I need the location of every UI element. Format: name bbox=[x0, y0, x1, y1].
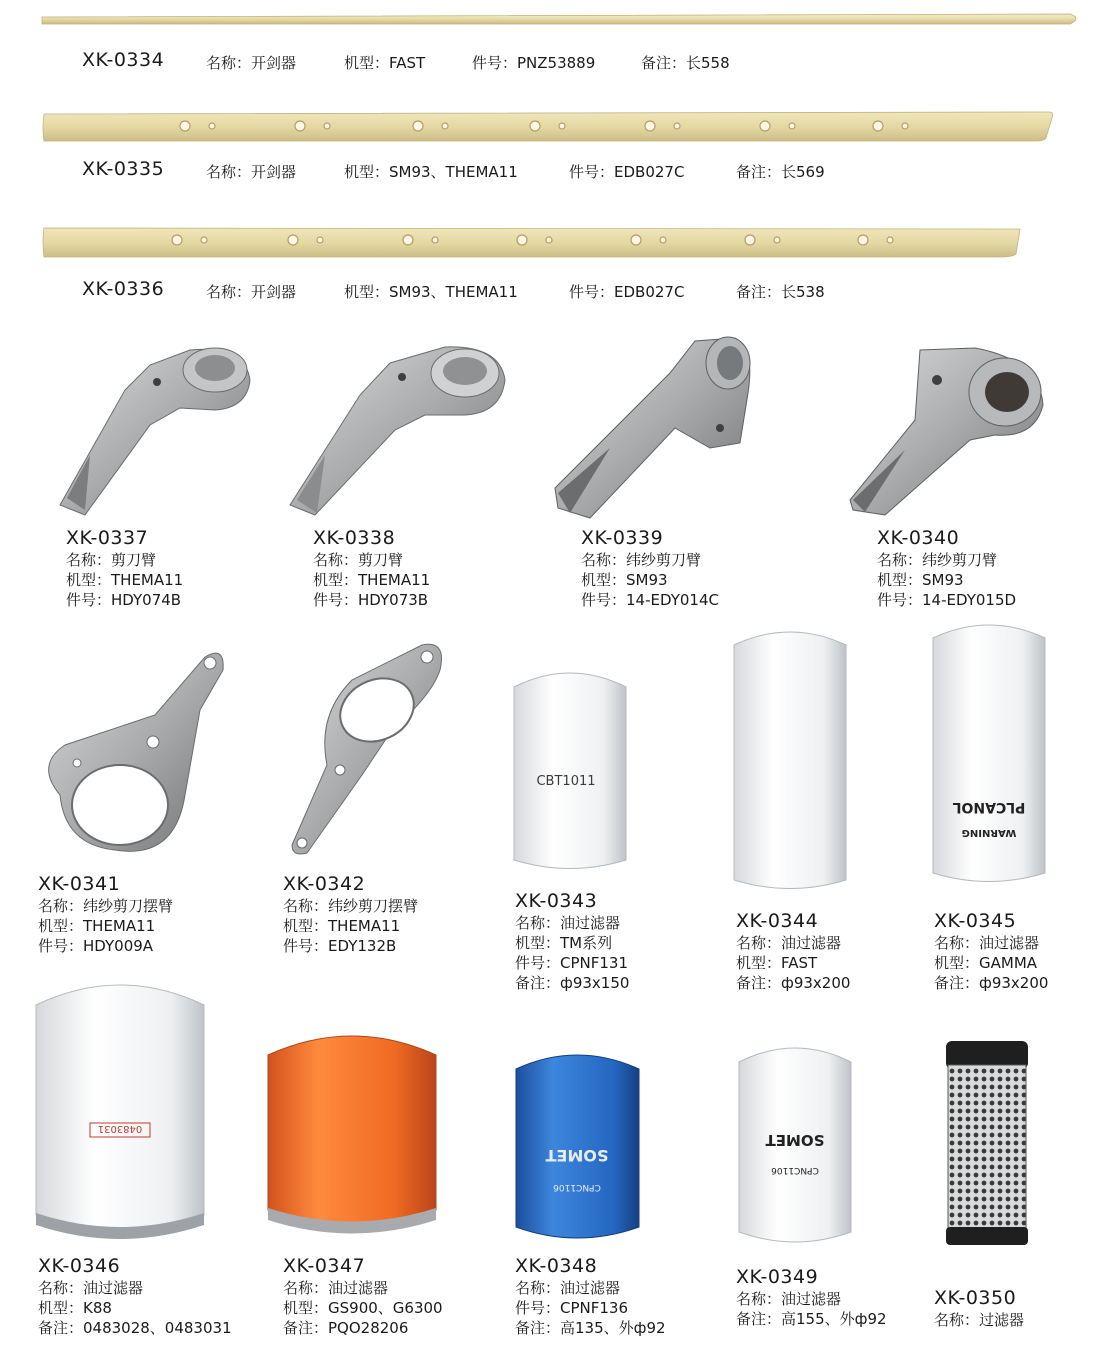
item-note: 备注：高155、外ф92 bbox=[736, 1310, 887, 1328]
item-code: XK-0340 bbox=[877, 527, 960, 549]
item-model: 机型：SM93 bbox=[581, 571, 668, 589]
item-note: 备注：0483028、0483031 bbox=[38, 1319, 232, 1337]
item-code: XK-0338 bbox=[313, 527, 396, 549]
item-name: 名称：剪刀臂 bbox=[66, 551, 157, 569]
brand-text: SOMET bbox=[765, 1131, 825, 1149]
arm-photo-0339 bbox=[550, 333, 755, 523]
brand-text: SOMET bbox=[545, 1146, 609, 1165]
item-note: 备注：长538 bbox=[736, 283, 825, 301]
item-model: 机型：TM系列 bbox=[515, 934, 613, 952]
warning-text: WARNING bbox=[961, 827, 1017, 838]
item-model: 机型：FAST bbox=[344, 54, 426, 72]
item-part: 件号：PNZ53889 bbox=[472, 54, 596, 72]
item-code: XK-0342 bbox=[283, 873, 366, 895]
item-note: 备注：ф93x200 bbox=[934, 974, 1049, 992]
rod-photo-0335 bbox=[40, 108, 1055, 146]
item-model: 机型：FAST bbox=[736, 954, 818, 972]
item-code: XK-0336 bbox=[82, 278, 165, 300]
filter-item-0345 bbox=[934, 910, 1048, 993]
filter-item-0349 bbox=[736, 1266, 887, 1329]
item-note: 备注：ф93x150 bbox=[515, 974, 630, 992]
filter-label-text: CBT1011 bbox=[536, 774, 596, 789]
part-number-text: 0483031 bbox=[97, 1123, 143, 1134]
item-code: XK-0344 bbox=[736, 910, 819, 932]
filter-photo-0348 bbox=[510, 1045, 645, 1245]
item-code: XK-0334 bbox=[82, 49, 165, 71]
item-code: XK-0337 bbox=[66, 527, 149, 549]
item-name: 名称：油过滤器 bbox=[283, 1279, 389, 1297]
item-note: 备注：PQO28206 bbox=[283, 1319, 409, 1337]
arm-item-0338 bbox=[313, 527, 430, 610]
item-name: 名称：纬纱剪刀臂 bbox=[581, 551, 702, 569]
brand-text: PLCANOL bbox=[952, 799, 1026, 815]
item-code: XK-0348 bbox=[515, 1255, 598, 1277]
filter-item-0344 bbox=[736, 910, 850, 993]
filter-item-0346 bbox=[38, 1255, 232, 1338]
swing-arm-item-0342 bbox=[283, 873, 418, 956]
item-part: 件号：EDY132B bbox=[283, 937, 397, 955]
item-name: 名称：开剑器 bbox=[206, 54, 297, 72]
filter-item-0347 bbox=[283, 1255, 443, 1338]
item-code: XK-0339 bbox=[581, 527, 664, 549]
model-text: CPNC1106 bbox=[553, 1182, 601, 1192]
item-note: 备注：长569 bbox=[736, 163, 825, 181]
swing-arm-photo-0342 bbox=[282, 635, 447, 860]
item-model: 机型：THEMA11 bbox=[38, 917, 156, 935]
item-code: XK-0341 bbox=[38, 873, 121, 895]
item-name: 名称：纬纱剪刀臂 bbox=[877, 551, 998, 569]
filter-item-0350 bbox=[934, 1287, 1024, 1330]
item-part: 件号：HDY073B bbox=[313, 591, 429, 609]
rod-photo-0336 bbox=[40, 224, 1025, 262]
item-model: 机型：THEMA11 bbox=[283, 917, 401, 935]
item-part: 件号：CPNF131 bbox=[515, 954, 628, 972]
filter-photo-0345 bbox=[927, 618, 1052, 890]
item-part: 件号：14-EDY014C bbox=[581, 591, 719, 609]
item-model: 机型：GS900、G6300 bbox=[283, 1299, 443, 1317]
filter-photo-0344 bbox=[728, 625, 853, 895]
item-model: 机型：SM93、THEMA11 bbox=[344, 163, 518, 181]
item-part: 件号：EDB027C bbox=[569, 163, 685, 181]
item-code: XK-0349 bbox=[736, 1266, 819, 1288]
arm-item-0339 bbox=[581, 527, 719, 610]
item-part: 件号：CPNF136 bbox=[515, 1299, 628, 1317]
item-model: 机型：SM93 bbox=[877, 571, 964, 589]
arm-item-0340 bbox=[877, 527, 1016, 610]
item-name: 名称：纬纱剪刀摆臂 bbox=[283, 897, 419, 915]
item-note: 备注：长558 bbox=[641, 54, 730, 72]
item-part: 件号：EDB027C bbox=[569, 283, 685, 301]
item-name: 名称：油过滤器 bbox=[38, 1279, 144, 1297]
item-code: XK-0350 bbox=[934, 1287, 1017, 1309]
item-name: 名称：过滤器 bbox=[934, 1311, 1025, 1329]
filter-photo-0347 bbox=[262, 1025, 442, 1240]
item-name: 名称：油过滤器 bbox=[515, 914, 621, 932]
arm-photo-0340 bbox=[845, 340, 1050, 520]
item-name: 名称：纬纱剪刀摆臂 bbox=[38, 897, 174, 915]
filter-photo-0350 bbox=[940, 1035, 1035, 1260]
item-code: XK-0335 bbox=[82, 158, 165, 180]
filter-photo-0343 bbox=[508, 665, 633, 875]
item-name: 名称：油过滤器 bbox=[736, 934, 842, 952]
filter-photo-0349 bbox=[733, 1040, 858, 1250]
item-part: 件号：HDY009A bbox=[38, 937, 154, 955]
item-code: XK-0343 bbox=[515, 890, 598, 912]
item-model: 机型：SM93、THEMA11 bbox=[344, 283, 518, 301]
item-part: 件号：HDY074B bbox=[66, 591, 182, 609]
item-code: XK-0347 bbox=[283, 1255, 366, 1277]
item-model: 机型：THEMA11 bbox=[66, 571, 184, 589]
arm-item-0337 bbox=[66, 527, 183, 610]
swing-arm-item-0341 bbox=[38, 873, 173, 956]
item-name: 名称：开剑器 bbox=[206, 163, 297, 181]
filter-photo-0346 bbox=[30, 975, 210, 1250]
item-model: 机型：GAMMA bbox=[934, 954, 1038, 972]
item-name: 名称：油过滤器 bbox=[736, 1290, 842, 1308]
item-note: 备注：高135、外ф92 bbox=[515, 1319, 666, 1337]
item-code: XK-0345 bbox=[934, 910, 1017, 932]
item-model: 机型：K88 bbox=[38, 1299, 112, 1317]
item-model: 机型：THEMA11 bbox=[313, 571, 431, 589]
arm-photo-0337 bbox=[55, 330, 260, 520]
filter-item-0348 bbox=[515, 1255, 666, 1338]
item-name: 名称：油过滤器 bbox=[515, 1279, 621, 1297]
swing-arm-photo-0341 bbox=[35, 645, 230, 870]
arm-photo-0338 bbox=[285, 335, 510, 520]
model-text: CPNC1106 bbox=[771, 1165, 819, 1175]
item-note: 备注：ф93x200 bbox=[736, 974, 851, 992]
filter-item-0343 bbox=[515, 890, 629, 993]
rod-photo-0334 bbox=[40, 8, 1085, 30]
item-name: 名称：开剑器 bbox=[206, 283, 297, 301]
item-name: 名称：剪刀臂 bbox=[313, 551, 404, 569]
item-name: 名称：油过滤器 bbox=[934, 934, 1040, 952]
item-part: 件号：14-EDY015D bbox=[877, 591, 1017, 609]
item-code: XK-0346 bbox=[38, 1255, 121, 1277]
